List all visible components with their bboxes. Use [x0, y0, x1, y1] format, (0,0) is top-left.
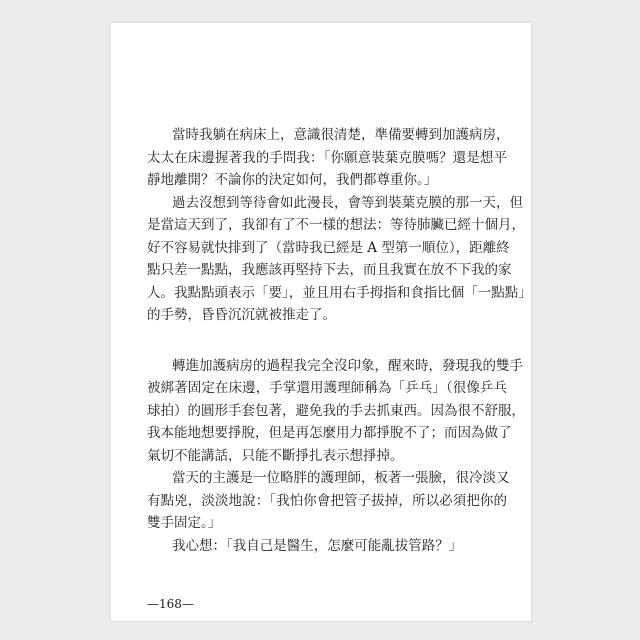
text-line: 的手勢，昏昏沉沉就被推走了。 [147, 307, 336, 323]
text-line: 轉進加護病房的過程我完全沒印象，醒來時，發現我的雙手 [172, 357, 523, 374]
text-line: 有點兇，淡淡地說：「我怕你會把管子拔掉，所以必須把你的 [147, 492, 507, 509]
text-line: 我本能地想要掙脫，但是再怎麼用力都掙脫不了；而因為做了 [147, 425, 512, 441]
text-line: 我心想：「我自己是醫生，怎麼可能亂拔管路？」 [172, 537, 463, 554]
text-line: 被綁著固定在床邊，手掌還用護理師稱為「乒乓」（很像乒乓 [147, 380, 507, 396]
paragraph-4 [147, 467, 510, 535]
text-line: 靜地離開？不論你的決定如何，我們都尊重你。」 [147, 172, 438, 188]
text-line: 當天的主護是一位略胖的護理師，板著一張臉，很冷淡又 [172, 470, 510, 486]
text-line: 是當這天到了，我卻有了不一樣的想法：等待肺臟已經十個月， [147, 217, 525, 233]
paragraph-1 [147, 124, 510, 192]
text-line: 太太在床邊握著我的手問我：「你願意裝葉克膜嗎？還是想平 [147, 149, 507, 166]
text-line: 球拍）的圓形手套包著，避免我的手去抓東西。因為很不舒服， [147, 402, 525, 419]
text-line: 當時我躺在病床上，意識很清楚，準備要轉到加護病房， [172, 127, 510, 143]
body-text [147, 124, 532, 557]
paragraph-3 [147, 355, 525, 468]
book-page [110, 22, 532, 622]
text-line: 好不容易就快排到了（當時我已經是 A 型第一順位），距離終 [147, 239, 510, 256]
paragraph-2 [147, 192, 532, 327]
text-line: 氣切不能講話，只能不斷掙扎表示想掙掉。 [147, 447, 404, 464]
text-line: 人。我點點頭表示「要」，並且用右手拇指和食指比個「一點點」 [147, 284, 532, 301]
text-line: 過去沒想到等待會如此漫長，會等到裝葉克膜的那一天，但 [172, 194, 523, 211]
text-line: 點只差一點點，我應該再堅持下去，而且我實在放不下我的家 [147, 262, 512, 278]
paragraph-5 [147, 535, 507, 558]
page-number: —168— [147, 597, 194, 611]
text-line: 雙手固定。」 [147, 515, 222, 531]
